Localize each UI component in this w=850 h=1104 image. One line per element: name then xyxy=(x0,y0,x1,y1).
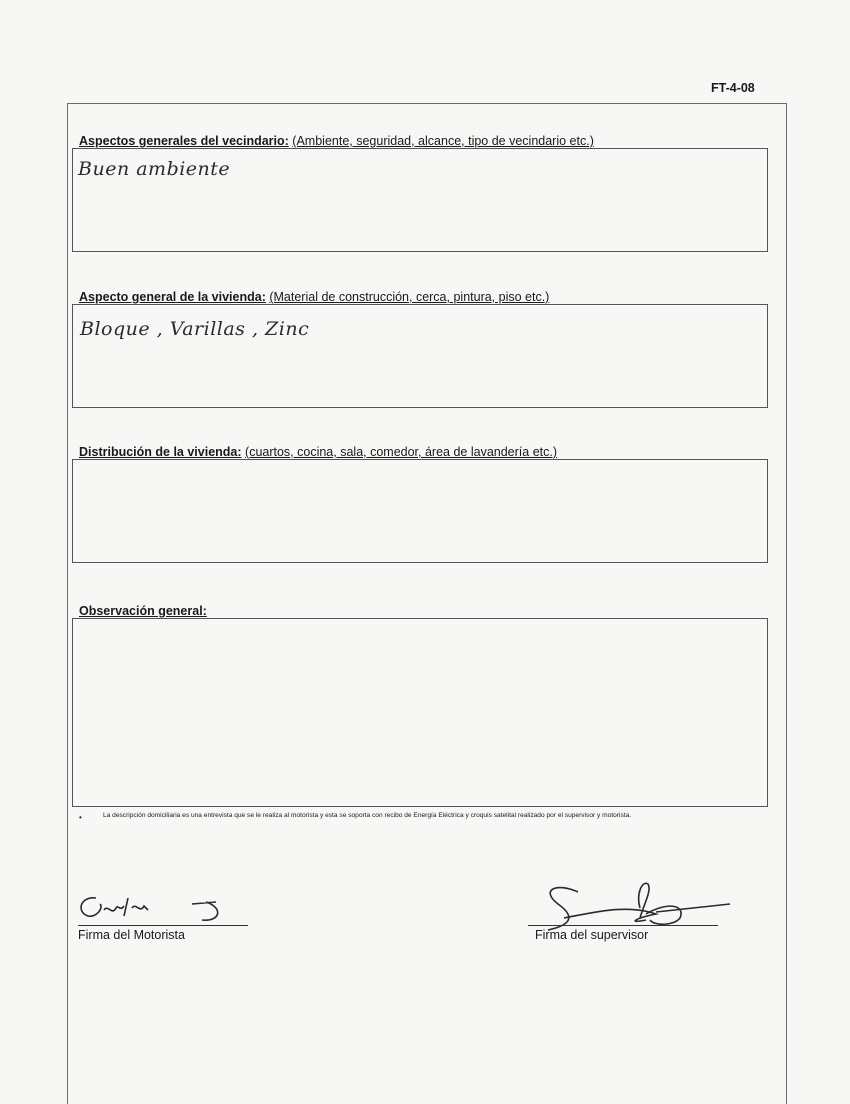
vivienda-handwritten: Bloque , Varillas , Zinc xyxy=(80,318,310,340)
supervisor-signature-line xyxy=(528,925,718,926)
motorista-signature-drawing xyxy=(74,890,244,930)
section-label-distribucion xyxy=(79,445,557,459)
section-description: (Material de construcción, cerca, pintura, piso etc.) xyxy=(269,290,550,304)
section-description: (Ambiente, seguridad, alcance, tipo de vecindario etc.) xyxy=(292,134,594,148)
distribucion-field[interactable] xyxy=(72,459,768,563)
motorista-signature-label: Firma del Motorista xyxy=(78,928,185,942)
section-title: Distribución de la vivienda: xyxy=(79,445,242,459)
supervisor-signature-label: Firma del supervisor xyxy=(535,928,649,942)
section-label-observacion xyxy=(79,604,207,618)
section-title: Observación general: xyxy=(79,604,207,618)
form-code: FT-4-08 xyxy=(711,81,755,95)
note-bullet: • xyxy=(79,813,82,822)
vecindario-handwritten: Buen ambiente xyxy=(78,158,231,180)
motorista-signature-line xyxy=(78,925,248,926)
section-label-vecindario xyxy=(79,134,594,148)
section-title: Aspectos generales del vecindario: xyxy=(79,134,289,148)
footnote-text: La descripción domiciliaria es una entrevista que se le realiza al motorista y esta se soporta con recibo de Energía Eléctrica y croquis satelital realizado por el supervisor y motorista. xyxy=(103,812,632,819)
section-description: (cuartos, cocina, sala, comedor, área de lavandería etc.) xyxy=(245,445,558,459)
section-title: Aspecto general de la vivienda: xyxy=(79,290,266,304)
observacion-field[interactable] xyxy=(72,618,768,807)
section-label-vivienda xyxy=(79,290,549,304)
